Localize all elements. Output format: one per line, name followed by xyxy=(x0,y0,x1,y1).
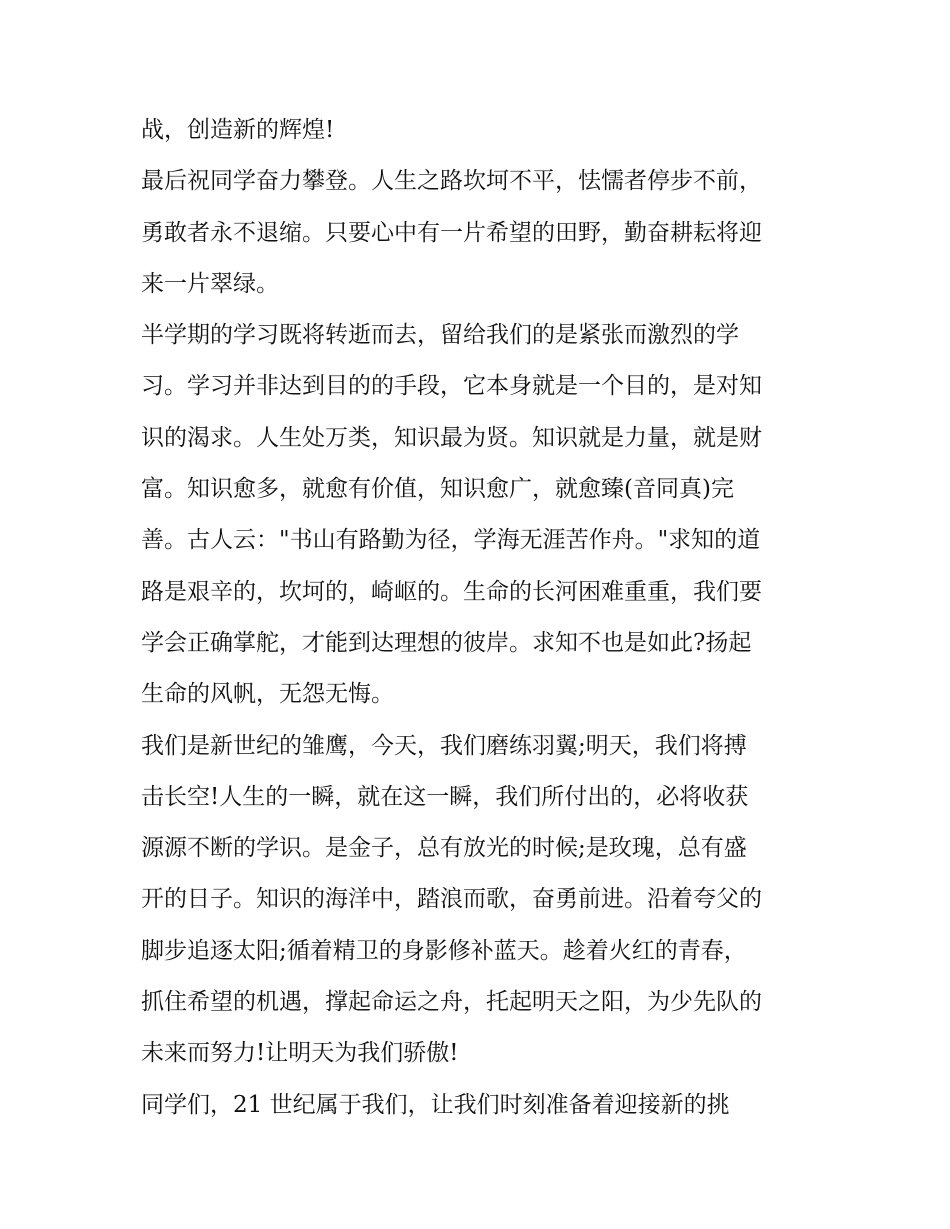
text-line: 未来而努力!让明天为我们骄傲! xyxy=(141,1040,459,1067)
text-line: 来一片翠绿。 xyxy=(141,270,279,297)
text-line: 战，创造新的辉煌! xyxy=(141,117,335,143)
text-line: 我们是新世纪的雏鹰，今天，我们磨练羽翼;明天，我们将搏 xyxy=(141,732,747,759)
text-line: 半学期的学习既将转逝而去，留给我们的是紧张而激烈的学 xyxy=(141,322,739,349)
text-line: 勇敢者永不退缩。只要心中有一片希望的田野，勤奋耕耘将迎 xyxy=(141,219,762,246)
text-line: 习。学习并非达到目的的手段，它本身就是一个目的，是对知 xyxy=(141,373,762,400)
text-line: 善。古人云："书山有路勤为径，学海无涯苦作舟。"求知的道 xyxy=(141,527,761,554)
document-body xyxy=(141,111,841,1137)
text-line: 抓住希望的机遇，撑起命运之舟，托起明天之阳，为少先队的 xyxy=(141,989,762,1016)
text-line: 富。知识愈多，就愈有价值，知识愈广，就愈臻(音同真)完 xyxy=(141,476,734,503)
text-line: 学会正确掌舵，才能到达理想的彼岸。求知不也是如此?扬起 xyxy=(141,629,752,656)
text-line: 脚步追逐太阳;循着精卫的身影修补蓝天。趁着火红的青春， xyxy=(141,937,747,964)
text-line: 击长空!人生的一瞬，就在这一瞬，我们所付出的，必将收获 xyxy=(141,783,749,810)
text-line: 生命的风帆，无怨无悔。 xyxy=(141,681,394,708)
text-line: 最后祝同学奋力攀登。人生之路坎坷不平，怯懦者停步不前， xyxy=(141,168,762,195)
text-line: 同学们，21 世纪属于我们，让我们时刻准备着迎接新的挑 xyxy=(141,1091,730,1118)
text-line: 源源不断的学识。是金子，总有放光的时候;是玫瑰，总有盛 xyxy=(141,835,747,862)
text-line: 开的日子。知识的海洋中，踏浪而歌，奋勇前进。沿着夸父的 xyxy=(141,886,762,913)
text-line: 识的渴求。人生处万类，知识最为贤。知识就是力量，就是财 xyxy=(141,424,762,451)
text-line: 路是艰辛的，坎坷的，崎岖的。生命的长河困难重重，我们要 xyxy=(141,578,762,605)
